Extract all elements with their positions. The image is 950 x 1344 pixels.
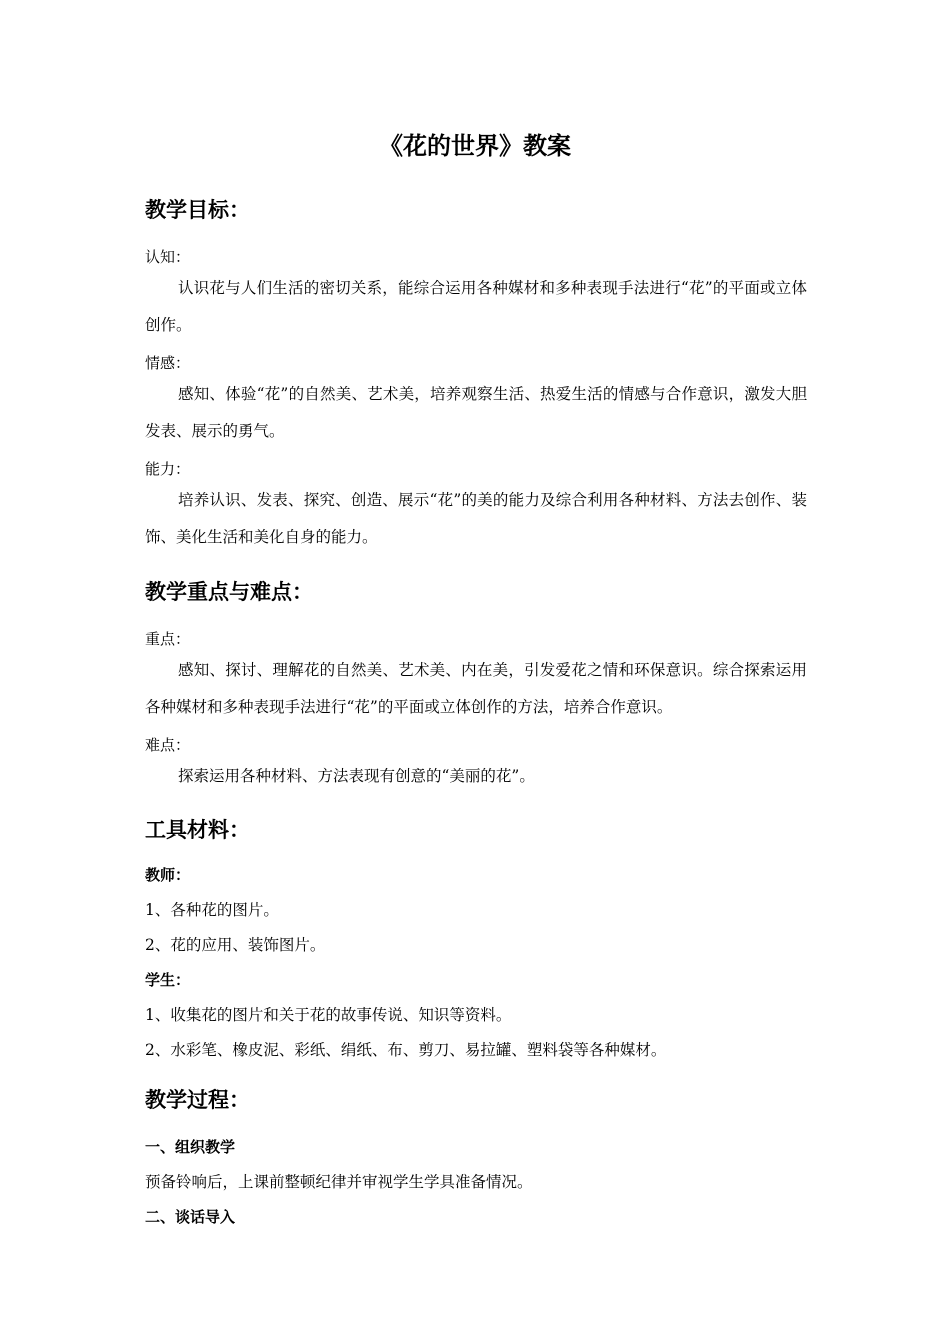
difficulty-text: 探索运用各种材料、方法表现有创意的“美丽的花”。 [178,767,535,785]
teacher-label: 教师： [145,866,191,884]
emotion-label: 情感： [145,354,191,372]
ability-label: 能力： [145,460,191,478]
process-heading: 教学过程： [145,1088,250,1112]
step1-title: 一、组织教学 [145,1138,236,1156]
student-item: 2、水彩笔、橡皮泥、彩纸、绢纸、布、剪刀、易拉罐、塑料袋等各种媒材。 [145,1041,667,1059]
materials-heading: 工具材料： [145,818,250,842]
emotion-text: 感知、体验“花”的自然美、艺术美，培养观察生活、热爱生活的情感与合作意识，激发大胆发表、展示的勇气。 [145,385,807,440]
document-title: 《花的世界》教案 [379,132,571,160]
step1-text: 预备铃响后，上课前整顿纪律并审视学生学具准备情况。 [145,1173,533,1191]
key-points-heading: 教学重点与难点： [145,580,313,604]
cognition-text: 认识花与人们生活的密切关系，能综合运用各种媒材和多种表现手法进行“花”的平面或立体创作。 [145,279,807,334]
objectives-heading: 教学目标： [145,198,250,222]
step2-title: 二、谈话导入 [145,1208,236,1226]
focus-label: 重点： [145,630,191,648]
teacher-item: 1、各种花的图片。 [145,901,279,919]
ability-text: 培养认识、发表、探究、创造、展示“花”的美的能力及综合利用各种材料、方法去创作、装饰、美化生活和美化自身的能力。 [145,491,807,546]
student-item: 1、收集花的图片和关于花的故事传说、知识等资料。 [145,1006,512,1024]
student-label: 学生： [145,971,191,989]
difficulty-label: 难点： [145,736,191,754]
focus-text: 感知、探讨、理解花的自然美、艺术美、内在美，引发爱花之情和环保意识。综合探索运用各种媒材和多种表现手法进行“花”的平面或立体创作的方法，培养合作意识。 [145,661,807,716]
cognition-label: 认知： [145,248,191,266]
teacher-item: 2、花的应用、装饰图片。 [145,936,326,954]
